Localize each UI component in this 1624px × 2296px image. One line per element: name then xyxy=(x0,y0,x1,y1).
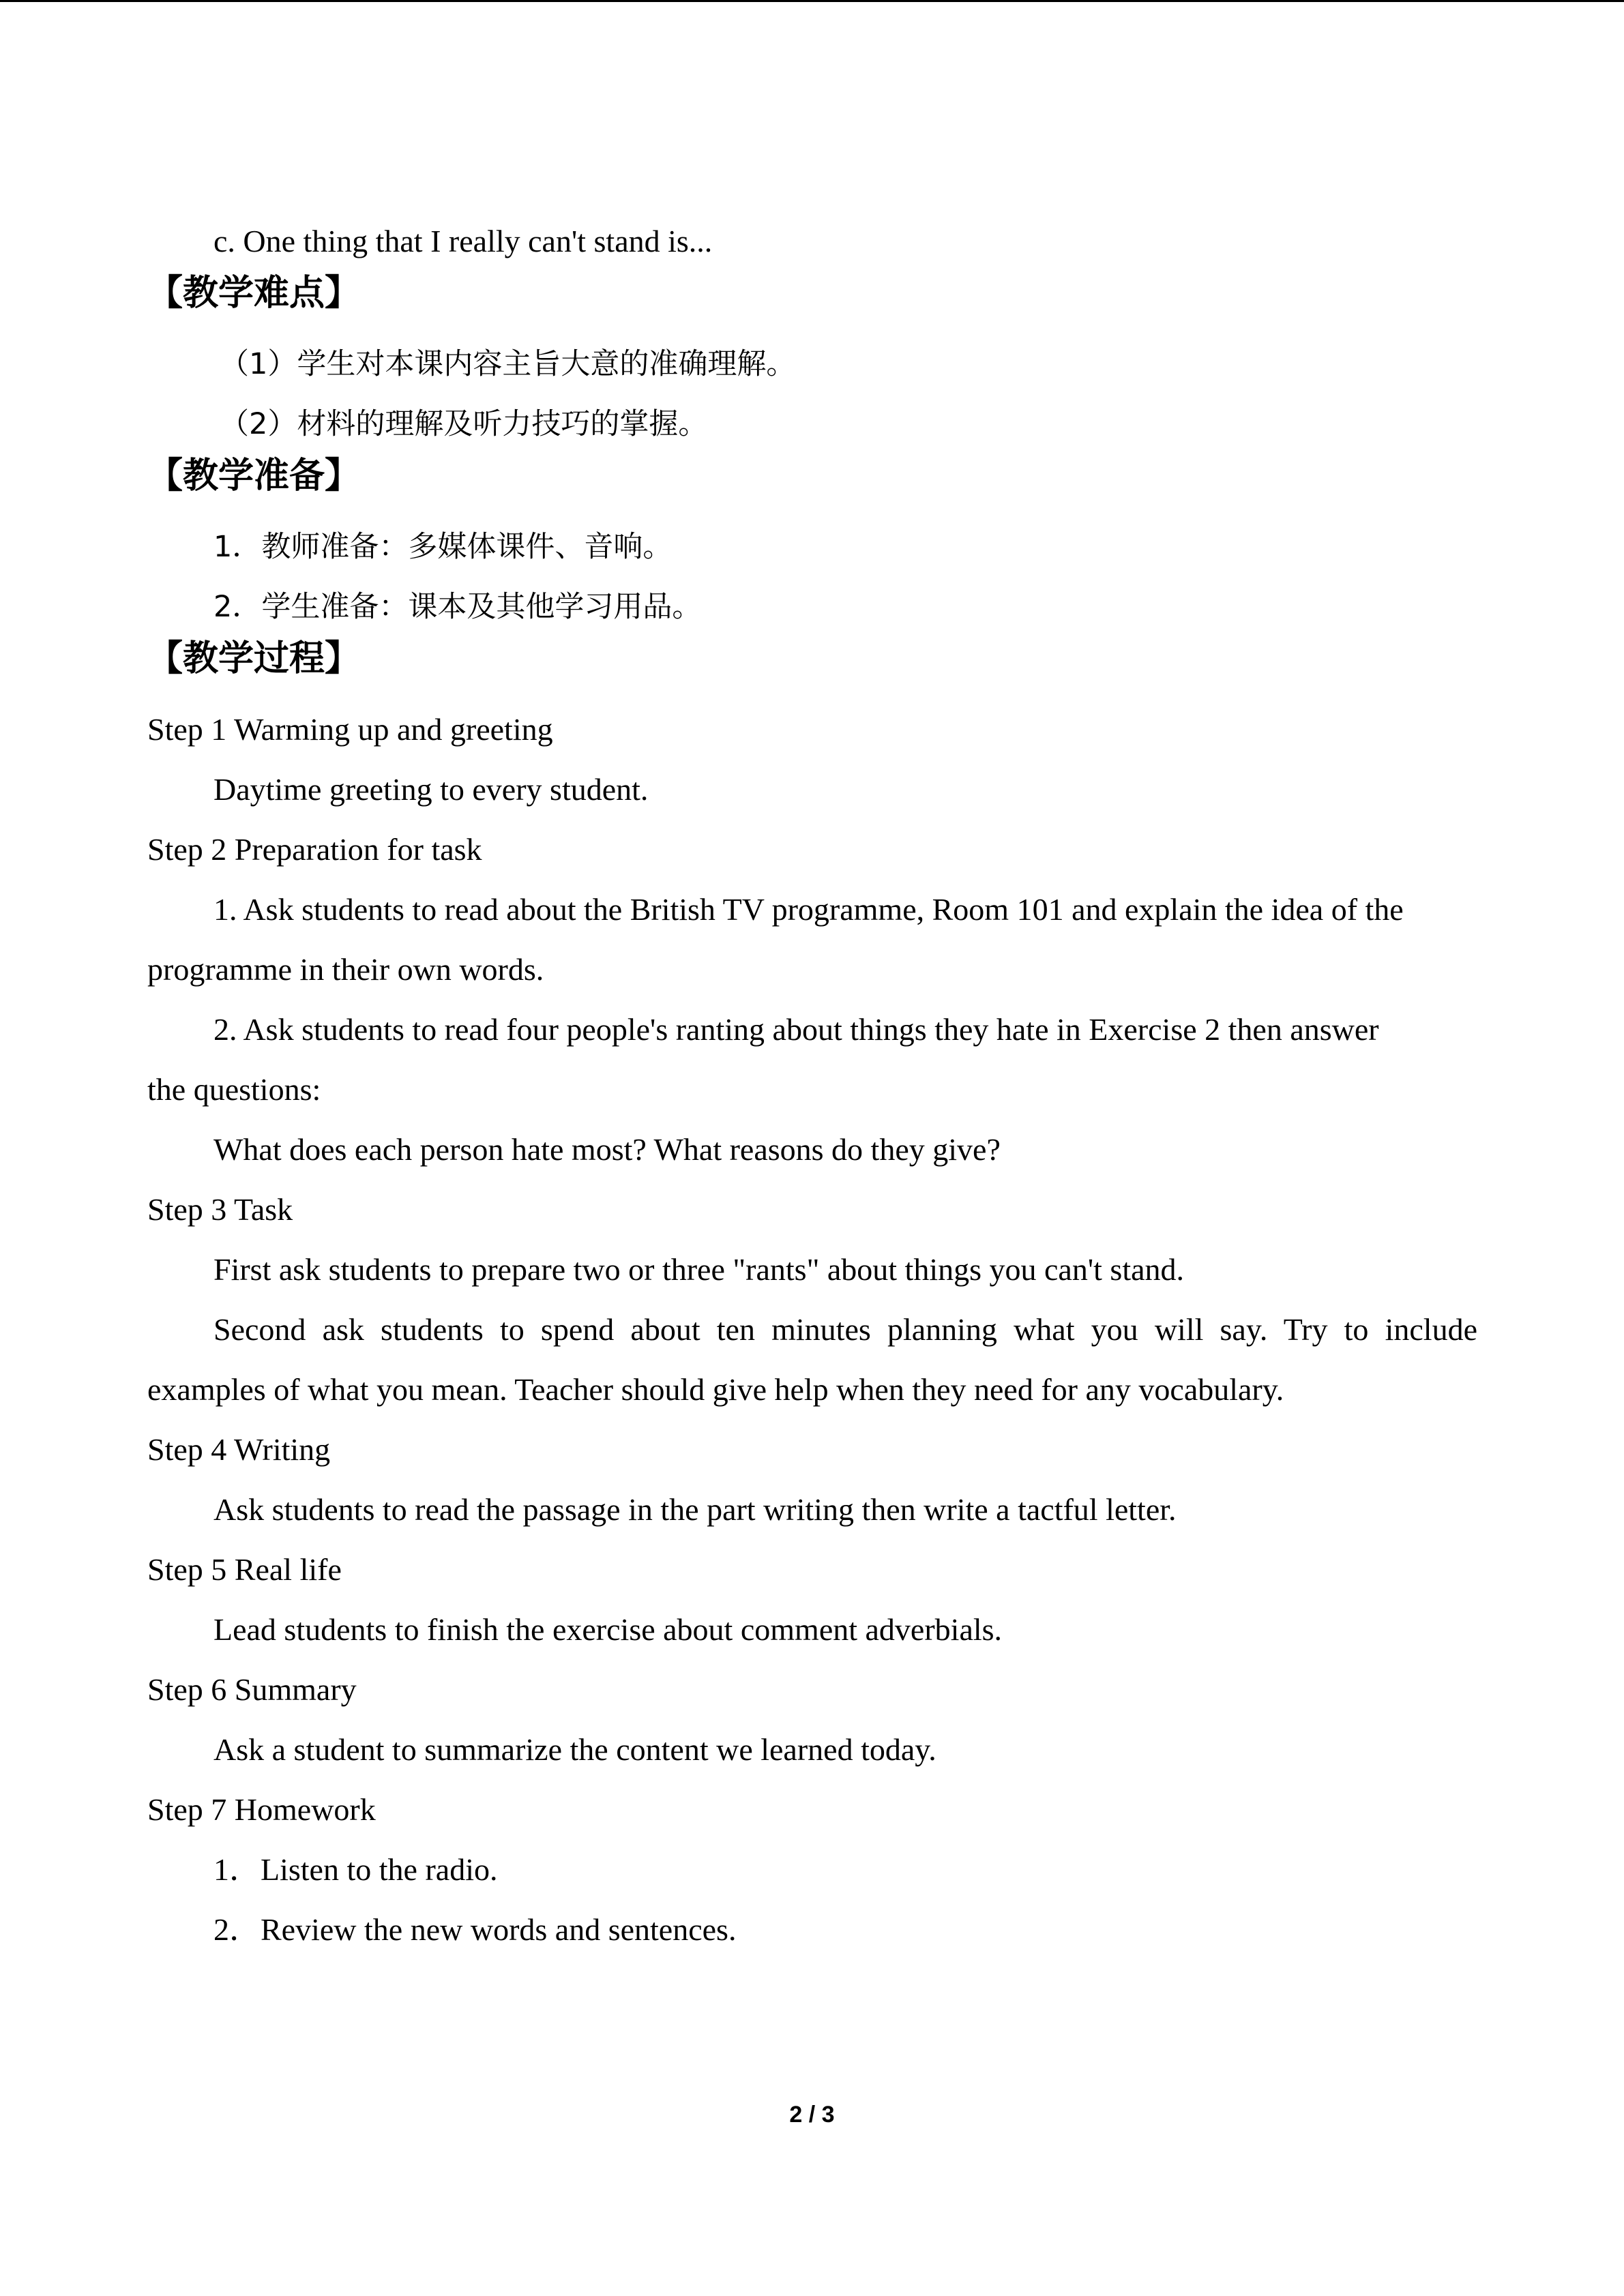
body-line: 1．Listen to the radio. xyxy=(213,1852,498,1887)
step-title: Step 4 Writing xyxy=(147,1432,331,1467)
body-line: （2）材料的理解及听力技巧的掌握。 xyxy=(220,407,708,441)
body-line: programme in their own words. xyxy=(147,952,544,987)
step-title: Step 2 Preparation for task xyxy=(147,832,482,867)
body-line: c. One thing that I really can't stand is... xyxy=(213,224,713,258)
document-body xyxy=(147,211,1477,1960)
body-line: examples of what you mean. Teacher should give help when they need for any vocabulary. xyxy=(147,1372,1284,1407)
step-title: Step 3 Task xyxy=(147,1192,293,1227)
body-line: the questions: xyxy=(147,1072,321,1107)
section-heading-difficulties: 【教学难点】 xyxy=(147,273,361,314)
body-line: Daytime greeting to every student. xyxy=(213,772,649,807)
body-line: Ask students to read the passage in the part writing then write a tactful letter. xyxy=(213,1492,1177,1527)
body-line: 2．学生准备：课本及其他学习用品。 xyxy=(213,590,702,624)
body-line: 2．Review the new words and sentences. xyxy=(213,1912,737,1947)
body-line: First ask students to prepare two or three "rants" about things you can't stand. xyxy=(213,1252,1185,1287)
page-number: 2 / 3 xyxy=(789,2102,835,2128)
body-line: 2. Ask students to read four people's ranting about things they hate in Exercise 2 then answer xyxy=(213,1012,1379,1047)
section-heading-process: 【教学过程】 xyxy=(147,638,361,679)
body-line: （1）学生对本课内容主旨大意的准确理解。 xyxy=(220,347,796,381)
body-line: Lead students to finish the exercise about comment adverbials. xyxy=(213,1612,1003,1647)
body-line: 1. Ask students to read about the British TV programme, Room 101 and explain the idea of the xyxy=(213,892,1404,927)
step-title: Step 1 Warming up and greeting xyxy=(147,712,553,747)
body-line: Second ask students to spend about ten minutes planning what you will say. Try to include xyxy=(213,1312,1477,1347)
body-line: 1．教师准备：多媒体课件、音响。 xyxy=(213,530,673,564)
step-title: Step 7 Homework xyxy=(147,1792,376,1827)
step-title: Step 5 Real life xyxy=(147,1552,342,1587)
body-line: Ask a student to summarize the content we learned today. xyxy=(213,1732,936,1767)
page-top-border xyxy=(0,0,1624,2)
step-title: Step 6 Summary xyxy=(147,1672,357,1707)
body-line: What does each person hate most? What reasons do they give? xyxy=(213,1132,1001,1167)
section-heading-preparation: 【教学准备】 xyxy=(147,456,361,496)
